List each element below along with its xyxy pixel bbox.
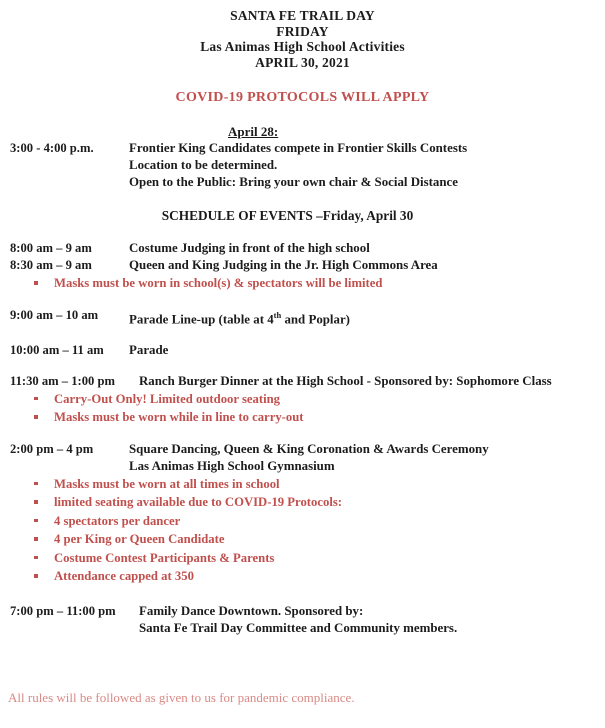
schedule-row-time: 9:00 am – 10 am bbox=[10, 307, 99, 322]
schedule-row-line: Las Animas High School Gymnasium bbox=[129, 458, 335, 473]
bullet-square-icon bbox=[34, 397, 38, 401]
schedule-row-time: 2:00 pm – 4 pm bbox=[10, 441, 94, 456]
schedule-row bbox=[0, 373, 605, 390]
bullet-item bbox=[18, 274, 605, 293]
schedule-row-description bbox=[129, 240, 605, 257]
title-line-3: Las Animas High School Activities bbox=[200, 39, 405, 54]
bullet-item-label: 4 per King or Queen Candidate bbox=[54, 532, 225, 547]
bullet-item bbox=[18, 475, 605, 494]
bullet-item-label: Costume Contest Participants & Parents bbox=[54, 550, 275, 565]
april-28-subhead: April 28: bbox=[228, 124, 279, 139]
schedule-row-description bbox=[129, 441, 605, 475]
schedule-row-bullet-list bbox=[0, 390, 605, 427]
schedule-row-description bbox=[139, 603, 605, 637]
schedule-row bbox=[0, 307, 605, 328]
schedule-row-bullet-list bbox=[0, 274, 605, 293]
row-spacer bbox=[0, 359, 605, 373]
schedule-row-time: 11:30 am – 1:00 pm bbox=[10, 373, 115, 388]
bullet-item-label: Masks must be worn at all times in school bbox=[54, 476, 280, 491]
april-28-row bbox=[0, 140, 605, 191]
schedule-row-line: Costume Judging in front of the high school bbox=[129, 241, 370, 255]
bullet-item-label: limited seating available due to COVID-19 Protocols: bbox=[54, 495, 343, 510]
schedule-of-events-heading: SCHEDULE OF EVENTS –Friday, April 30 bbox=[161, 208, 414, 223]
schedule-row-line: Parade Line-up (table at 4th and Poplar) bbox=[129, 309, 350, 326]
bullet-square-icon bbox=[34, 281, 38, 285]
schedule-row-time: 8:30 am – 9 am bbox=[10, 258, 92, 272]
schedule-row bbox=[0, 342, 605, 359]
title-block bbox=[0, 0, 605, 70]
bullet-item bbox=[18, 512, 605, 531]
schedule-row-line: Ranch Burger Dinner at the High School - Sponsored by: Sophomore Class bbox=[139, 373, 552, 388]
bullet-square-icon bbox=[34, 482, 38, 486]
title-line-1: SANTA FE TRAIL DAY bbox=[230, 8, 375, 23]
row-spacer bbox=[0, 293, 605, 307]
schedule-row-description bbox=[129, 257, 605, 274]
bullet-square-icon bbox=[34, 500, 38, 504]
schedule-row-line: Santa Fe Trail Day Committee and Community members. bbox=[139, 620, 458, 635]
schedule-row-line: Square Dancing, Queen & King Coronation & Awards Ceremony bbox=[129, 441, 489, 456]
title-line-2: FRIDAY bbox=[276, 23, 329, 39]
covid-protocols-heading: COVID-19 PROTOCOLS WILL APPLY bbox=[175, 90, 430, 105]
bullet-item-label: Masks must be worn while in line to carry-out bbox=[54, 410, 304, 425]
schedule-row-description bbox=[129, 342, 605, 359]
bullet-square-icon bbox=[34, 537, 38, 541]
schedule-row-time: 7:00 pm – 11:00 pm bbox=[10, 603, 116, 618]
bullet-square-icon bbox=[34, 519, 38, 523]
bullet-item-label: Masks must be worn in school(s) & spectators will be limited bbox=[54, 276, 383, 290]
bullet-item-label: 4 spectators per dancer bbox=[54, 513, 181, 528]
schedule-row-bullet-list bbox=[0, 475, 605, 586]
schedule-row-description bbox=[129, 307, 605, 328]
schedule-list bbox=[0, 240, 605, 637]
schedule-row-description bbox=[139, 373, 605, 390]
row-spacer bbox=[0, 586, 605, 603]
april-28-line-2: Location to be determined. bbox=[129, 158, 278, 172]
schedule-row-line: Queen and King Judging in the Jr. High Commons Area bbox=[129, 258, 438, 272]
april-28-line-1: Frontier King Candidates compete in Frontier Skills Contests bbox=[129, 141, 468, 155]
schedule-row-line: Family Dance Downtown. Sponsored by: bbox=[139, 603, 364, 618]
bullet-item bbox=[18, 549, 605, 568]
april-28-time: 3:00 - 4:00 p.m. bbox=[10, 141, 94, 155]
bullet-item-label: Attendance capped at 350 bbox=[54, 569, 194, 584]
schedule-row-time: 10:00 am – 11 am bbox=[10, 342, 104, 357]
bullet-square-icon bbox=[34, 415, 38, 419]
bullet-item bbox=[18, 408, 605, 427]
footer-note: All rules will be followed as given to us for pandemic compliance. bbox=[8, 690, 355, 705]
schedule-row bbox=[0, 603, 605, 637]
bullet-item bbox=[18, 390, 605, 409]
bullet-square-icon bbox=[34, 556, 38, 560]
bullet-item-label: Carry-Out Only! Limited outdoor seating bbox=[54, 391, 281, 406]
bullet-square-icon bbox=[34, 574, 38, 578]
schedule-row bbox=[0, 240, 605, 257]
bullet-item bbox=[18, 567, 605, 586]
schedule-row bbox=[0, 441, 605, 475]
schedule-row-line: Parade bbox=[129, 342, 169, 357]
april-28-description bbox=[129, 140, 605, 191]
row-spacer bbox=[0, 427, 605, 441]
april-28-line-3: Open to the Public: Bring your own chair & Social Distance bbox=[129, 175, 458, 189]
title-line-4: APRIL 30, 2021 bbox=[255, 54, 350, 70]
schedule-row bbox=[0, 257, 605, 274]
schedule-row-time: 8:00 am – 9 am bbox=[10, 241, 92, 255]
bullet-item bbox=[18, 493, 605, 512]
row-spacer bbox=[0, 328, 605, 342]
bullet-item bbox=[18, 530, 605, 549]
